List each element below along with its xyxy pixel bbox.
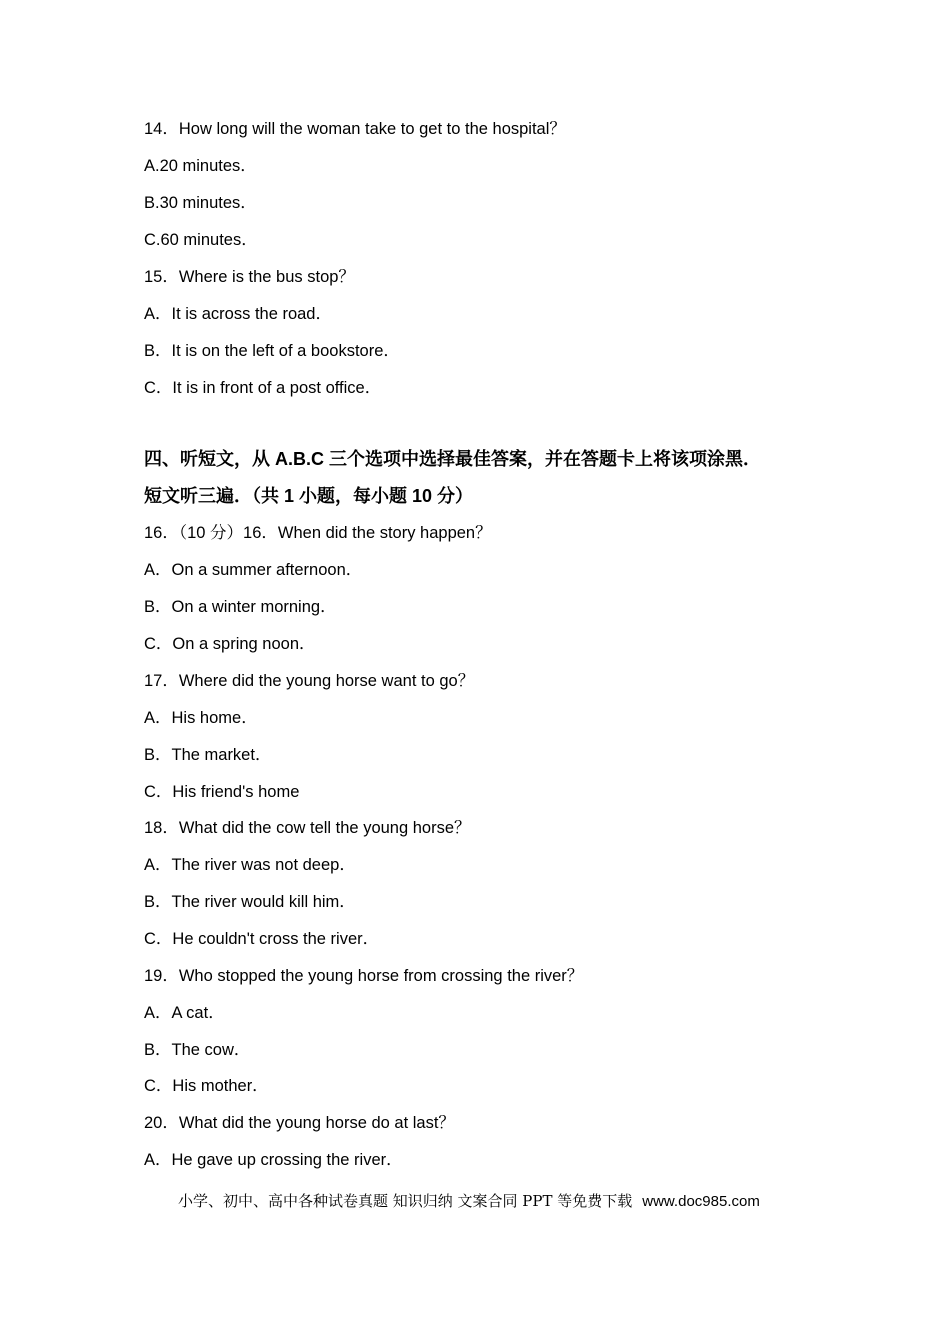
option-18-c: C．He couldn't cross the river． — [144, 930, 380, 948]
option-14-b: B.30 minutes． — [144, 194, 257, 212]
option-14-c: C.60 minutes． — [144, 231, 258, 249]
question-16: 16．（10 分）16．When did the story happen？ — [144, 524, 492, 542]
section-heading-line-2: 短文听三遍．（共 1 小题，每小题 10 分） — [144, 486, 474, 506]
option-19-a: A．A cat． — [144, 1004, 225, 1022]
footer-url: www.doc985.com — [642, 1193, 760, 1210]
question-19: 19．Who stopped the young horse from crossing the river？ — [144, 967, 584, 985]
page-footer — [178, 1191, 760, 1212]
option-17-b: B．The market． — [144, 746, 272, 764]
option-20-a: A．He gave up crossing the river． — [144, 1151, 403, 1169]
option-19-b: B．The cow． — [144, 1041, 251, 1059]
section-heading-line-1: 四、听短文，从 A.B.C 三个选项中选择最佳答案，并在答题卡上将该项涂黑． — [144, 449, 761, 469]
question-14: 14．How long will the woman take to get to the hospital？ — [144, 120, 566, 138]
option-18-b: B．The river would kill him． — [144, 893, 356, 911]
option-18-a: A．The river was not deep． — [144, 856, 356, 874]
footer-text: 小学、初中、高中各种试卷真题 知识归纳 文案合同 PPT 等免费下载 — [178, 1192, 633, 1210]
option-15-b: B．It is on the left of a bookstore． — [144, 342, 400, 360]
option-17-c: C．His friend's home — [144, 783, 300, 801]
option-15-c: C．It is in front of a post office． — [144, 379, 382, 397]
question-18: 18．What did the cow tell the young horse？ — [144, 819, 471, 837]
option-15-a: A．It is across the road． — [144, 305, 332, 323]
question-20: 20．What did the young horse do at last？ — [144, 1114, 455, 1132]
option-16-c: C．On a spring noon． — [144, 635, 316, 653]
option-16-b: B．On a winter morning． — [144, 598, 337, 616]
option-14-a: A.20 minutes． — [144, 157, 257, 175]
question-15: 15．Where is the bus stop？ — [144, 268, 355, 286]
option-17-a: A．His home． — [144, 709, 258, 727]
question-17: 17．Where did the young horse want to go？ — [144, 672, 475, 690]
option-16-a: A．On a summer afternoon． — [144, 561, 363, 579]
option-19-c: C．His mother． — [144, 1077, 269, 1095]
